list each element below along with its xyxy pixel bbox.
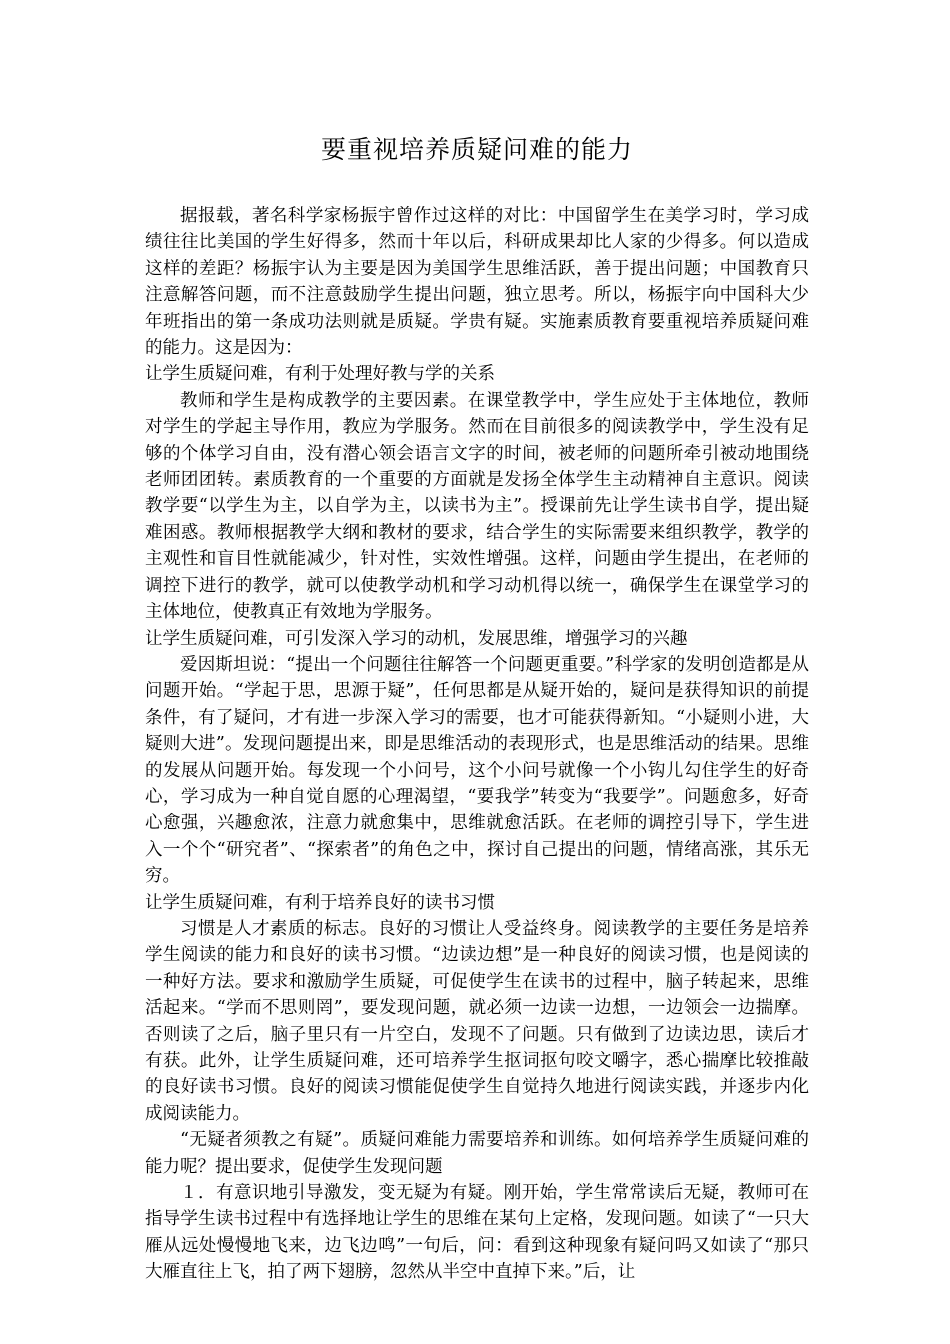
section-heading-1: 让学生质疑问难，有利于处理好教与学的关系 (145, 364, 495, 385)
paragraph-transition: “无疑者须教之有疑”。质疑问难能力需要培养和训练。如何培养学生质疑问难的能力呢？提出要求，促使学生发现问题 (145, 1130, 809, 1177)
section-heading-3: 让学生质疑问难，有利于培养良好的读书习惯 (145, 892, 495, 913)
paragraph-intro: 据报载，著名科学家杨振宇曾作过这样的对比：中国留学生在美学习时，学习成绩往往比美国的学生好得多，然而十年以后，科研成果却比人家的少得多。何以造成这样的差距？杨振宇认为主要是因为美国学生思维活跃，善于提出问题；中国教育只注意解答问题，而不注意鼓励学生提出问题，独立思考。所以，杨振宇向中国科大少年班指出的第一条成功法则就是质疑。学贵有疑。实施素质教育要重视培养质疑问难的能力。这是因为： (145, 206, 809, 359)
document-page (145, 132, 809, 1286)
section-heading-2: 让学生质疑问难，可引发深入学习的动机，发展思维，增强学习的兴趣 (145, 628, 688, 649)
paragraph-method-1: １．有意识地引导激发，变无疑为有疑。刚开始，学生常常读后无疑，教师可在指导学生读书过程中有选择地让学生的思维在某句上定格，发现问题。如读了“一只大雁从远处慢慢地飞来，边飞边鸣”一句后，问：看到这种现象有疑问吗又如读了“那只大雁直往上飞，拍了两下翅膀，忽然从半空中直掉下来。”后，让 (145, 1183, 809, 1283)
paragraph-section-1: 教师和学生是构成教学的主要因素。在课堂教学中，学生应处于主体地位，教师对学生的学起主导作用，教应为学服务。然而在目前很多的阅读教学中，学生没有足够的个体学习自由，没有潜心领会语言文字的时间，被老师的问题所牵引被动地围绕老师团团转。素质教育的一个重要的方面就是发扬全体学生主动精神自主意识。阅读教学要“以学生为主，以自学为主，以读书为主”。授课前先让学生读书自学，提出疑难困惑。教师根据教学大纲和教材的要求，结合学生的实际需要来组织教学，教学的主观性和盲目性就能减少，针对性，实效性增强。这样，问题由学生提出，在老师的调控下进行的教学，就可以使教学动机和学习动机得以统一，确保学生在课堂学习的主体地位，使教真正有效地为学服务。 (145, 390, 809, 623)
paragraph-section-2: 爱因斯坦说：“提出一个问题往往解答一个问题更重要。”科学家的发明创造都是从问题开始。“学起于思，思源于疑”，任何思都是从疑开始的，疑问是获得知识的前提条件，有了疑问，才有进一步深入学习的需要，也才可能获得新知。“小疑则小进，大疑则大进”。发现问题提出来，即是思维活动的表现形式，也是思维活动的结果。思维的发展从问题开始。每发现一个小问号，这个小问号就像一个小钩儿勾住学生的好奇心，学习成为一种自觉自愿的心理渴望，“要我学”转变为“我要学”。问题愈多，好奇心愈强，兴趣愈浓，注意力就愈集中，思维就愈活跃。在老师的调控引导下，学生进入一个个“研究者”、“探索者”的角色之中，探讨自己提出的问题，情绪高涨，其乐无穷。 (145, 654, 809, 887)
document-title: 要重视培养质疑问难的能力 (320, 135, 633, 164)
paragraph-section-3: 习惯是人才素质的标志。良好的习惯让人受益终身。阅读教学的主要任务是培养学生阅读的能力和良好的读书习惯。“边读边想”是一种良好的阅读习惯，也是阅读的一种好方法。要求和激励学生质疑，可促使学生在读书的过程中，脑子转起来，思维活起来。“学而不思则罔”，要发现问题，就必须一边读一边想，一边领会一边揣摩。否则读了之后，脑子里只有一片空白，发现不了问题。只有做到了边读边思，读后才有获。此外，让学生质疑问难，还可培养学生抠词抠句咬文嚼字，悉心揣摩比较推敲的良好读书习惯。良好的阅读习惯能促使学生自觉持久地进行阅读实践，并逐步内化成阅读能力。 (145, 918, 809, 1124)
